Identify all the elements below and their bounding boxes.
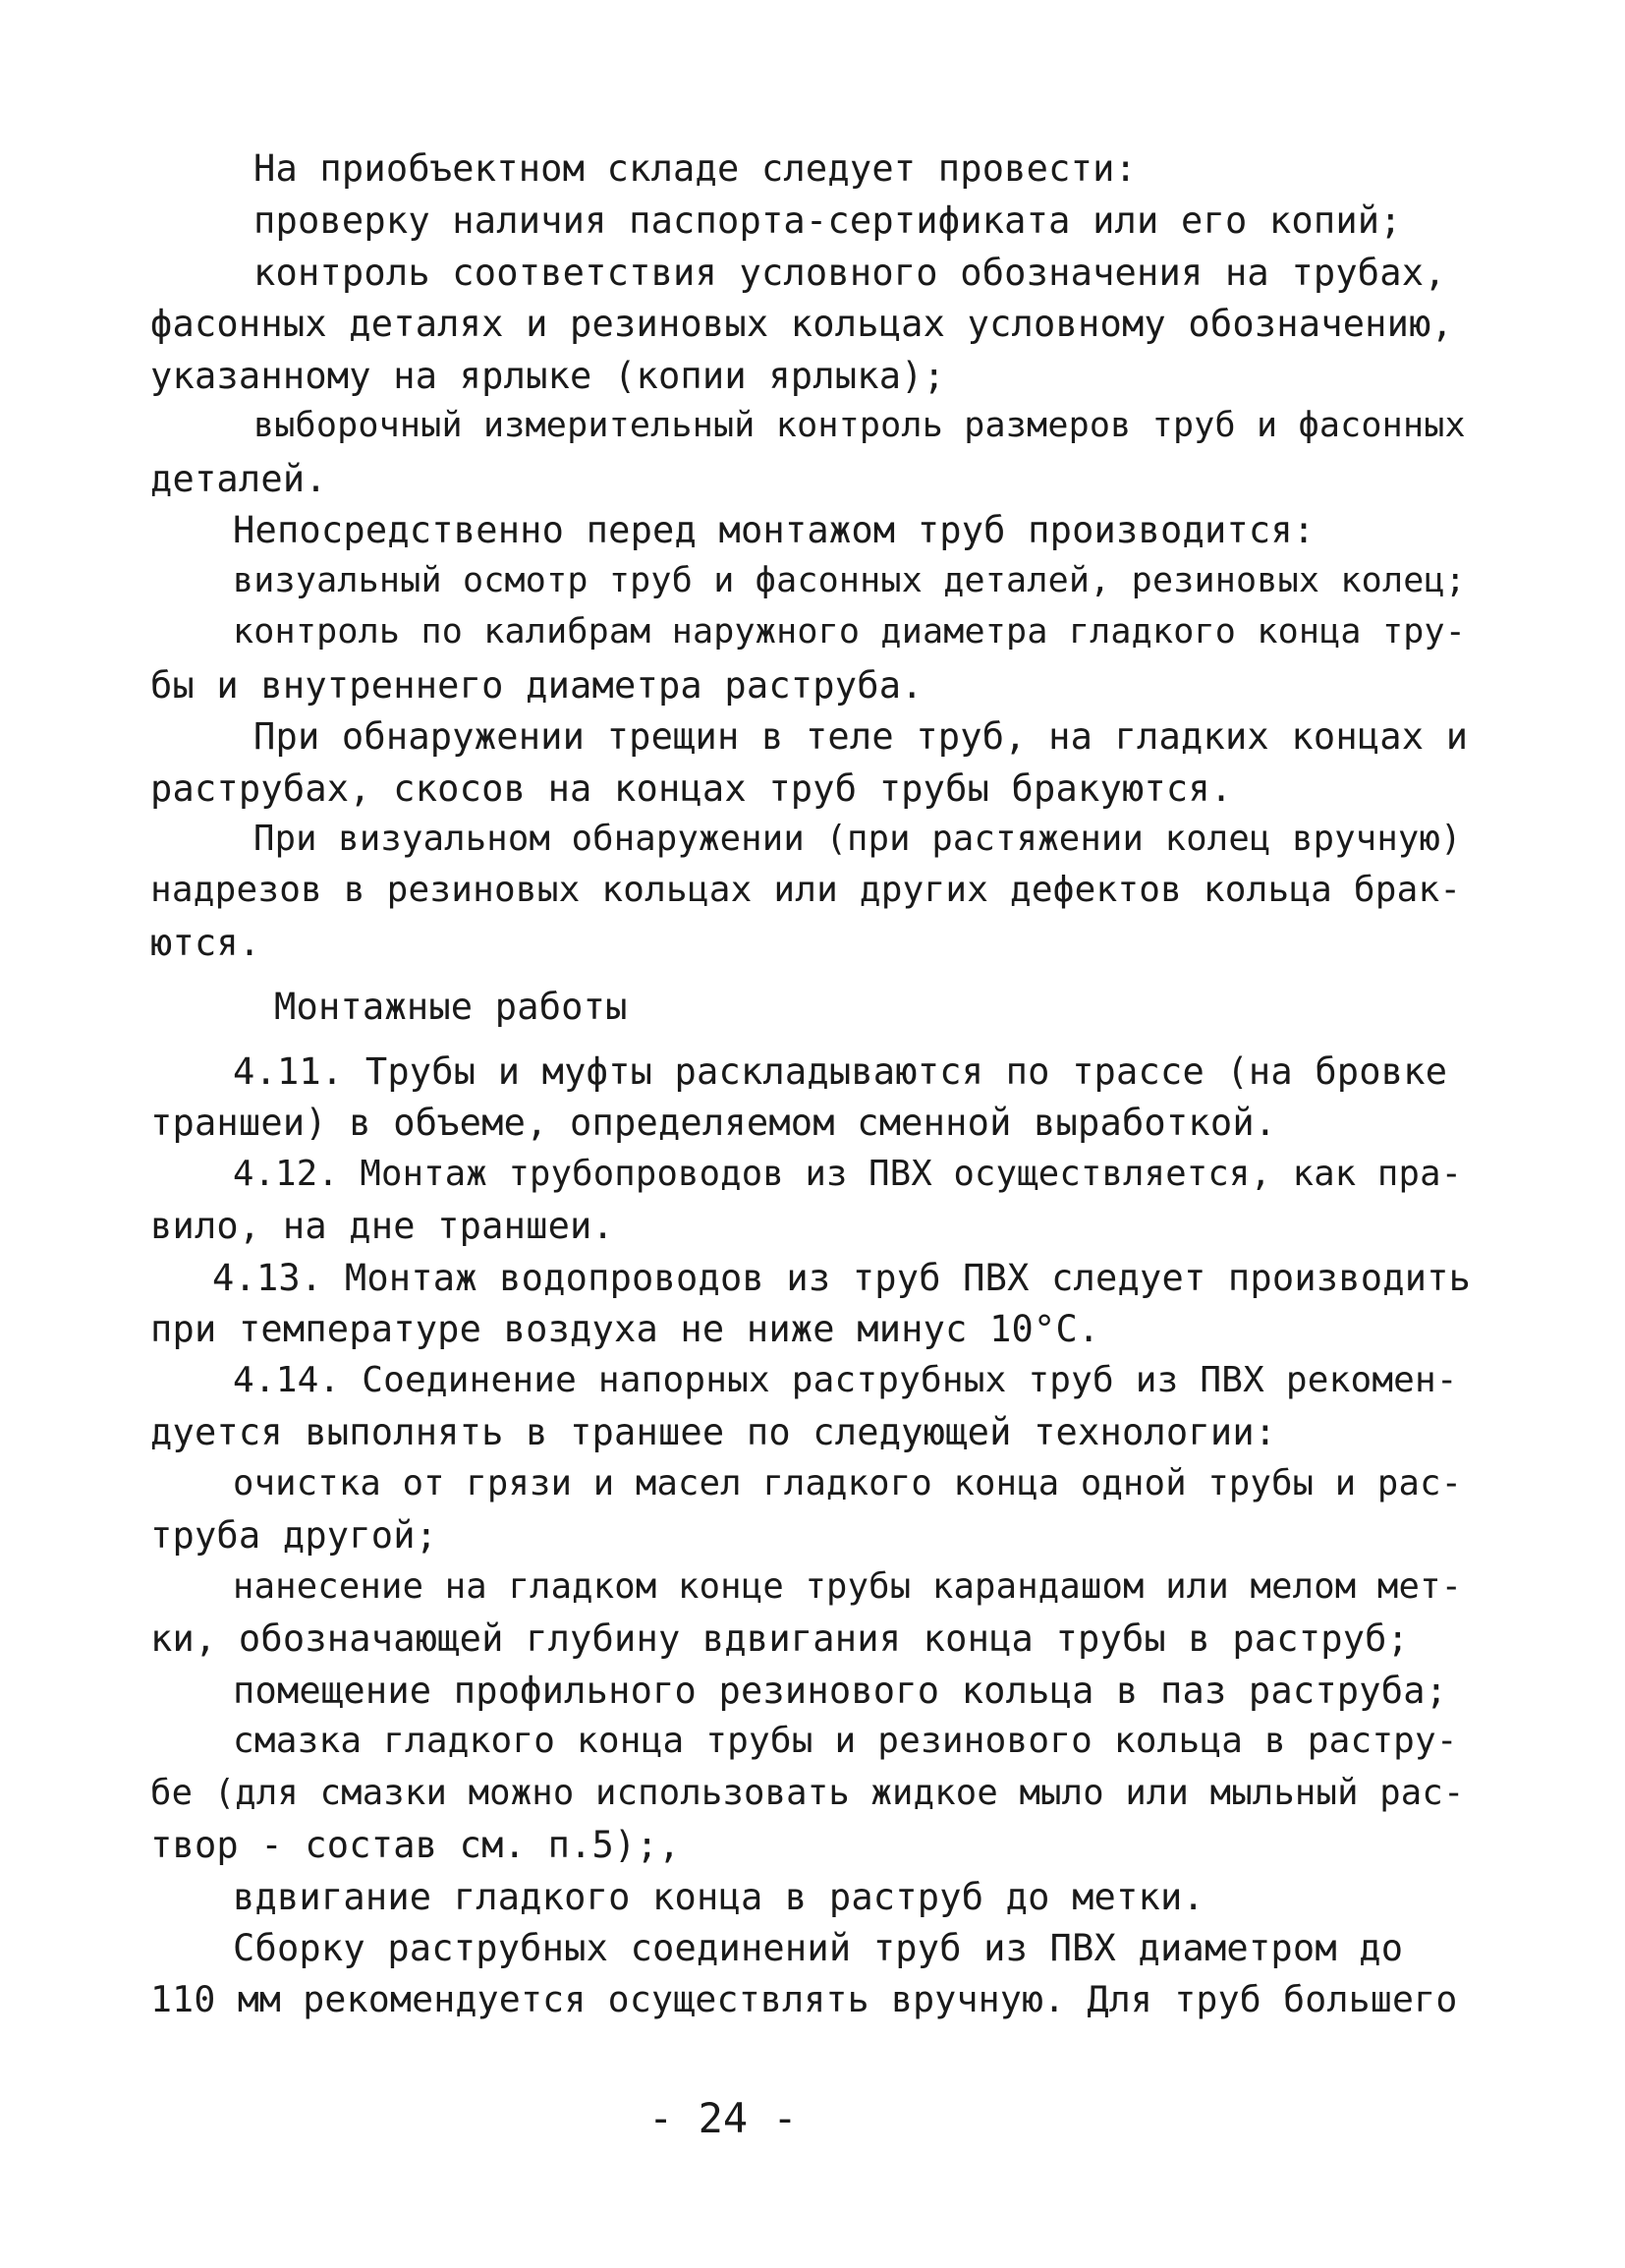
text-line: 4.11. Трубы и муфты раскладываются по трассе (на бровке — [233, 1050, 1448, 1093]
text-line: смазка гладкого конца трубы и резинового кольца в растру- — [233, 1721, 1458, 1761]
text-line: вило, на дне траншеи. — [150, 1205, 614, 1247]
text-line: фасонных деталях и резиновых кольцах условному обозначению, — [150, 303, 1454, 345]
text-line: На приобъектном складе следует провести: — [253, 147, 1138, 190]
text-line: траншеи) в объеме, определяемом сменной выработкой. — [150, 1102, 1277, 1144]
page-number: - 24 - — [648, 2094, 798, 2142]
text-line: при температуре воздуха не ниже минус 10°С. — [150, 1308, 1100, 1350]
section-heading: Монтажные работы — [274, 986, 628, 1028]
text-line: деталей. — [150, 458, 327, 500]
text-line: надрезов в резиновых кольцах или других дефектов кольца брак- — [150, 870, 1462, 910]
text-line: 4.12. Монтаж трубопроводов из ПВХ осуществляется, как пра- — [233, 1154, 1463, 1194]
text-line: При визуальном обнаружении (при растяжении колец вручную) — [253, 819, 1462, 859]
text-line: визуальный осмотр труб и фасонных деталей, резиновых колец; — [233, 561, 1467, 600]
text-line: контроль соответствия условного обозначения на трубах, — [253, 252, 1446, 294]
text-line: очистка от грязи и масел гладкого конца одной трубы и рас- — [233, 1463, 1463, 1503]
text-line: бе (для смазки можно использовать жидкое мыло или мыльный рас- — [150, 1773, 1465, 1813]
text-line: 110 мм рекомендуется осуществлять вручную. Для труб большего — [150, 1978, 1458, 2020]
text-line: нанесение на гладком конце трубы карандашом или мелом мет- — [233, 1566, 1463, 1607]
text-line: ются. — [150, 922, 261, 964]
text-line: Сборку раструбных соединений труб из ПВХ диаметром до — [233, 1927, 1404, 1969]
text-line: бы и внутреннего диаметра раструба. — [150, 664, 924, 707]
text-line: вдвигание гладкого конца в раструб до метки. — [233, 1876, 1205, 1918]
text-line: проверку наличия паспорта-сертификата или его копий; — [253, 199, 1402, 242]
text-line: 4.14. Соединение напорных раструбных труб из ПВХ рекомен- — [233, 1360, 1458, 1400]
text-line: твор - состав см. п.5);, — [150, 1824, 681, 1866]
text-line: Непосредственно перед монтажом труб производится: — [233, 509, 1316, 551]
text-line: 4.13. Монтаж водопроводов из труб ПВХ следует производить — [212, 1257, 1472, 1299]
text-line: дуется выполнять в траншее по следующей технологии: — [150, 1411, 1277, 1453]
text-line: указанному на ярлыке (копии ярлыка); — [150, 355, 946, 397]
text-line: помещение профильного резинового кольца в паз раструба; — [233, 1670, 1448, 1712]
text-line: При обнаружении трещин в теле труб, на гладких концах и — [253, 715, 1469, 758]
text-line: раструбах, скосов на концах труб трубы бракуются. — [150, 767, 1233, 810]
text-line: контроль по калибрам наружного диаметра гладкого конца тру- — [233, 612, 1467, 652]
text-line: выборочный измерительный контроль размеров труб и фасонных — [253, 406, 1466, 445]
text-line: ки, обозначающей глубину вдвигания конца трубы в раструб; — [150, 1617, 1410, 1660]
text-line: труба другой; — [150, 1514, 438, 1557]
